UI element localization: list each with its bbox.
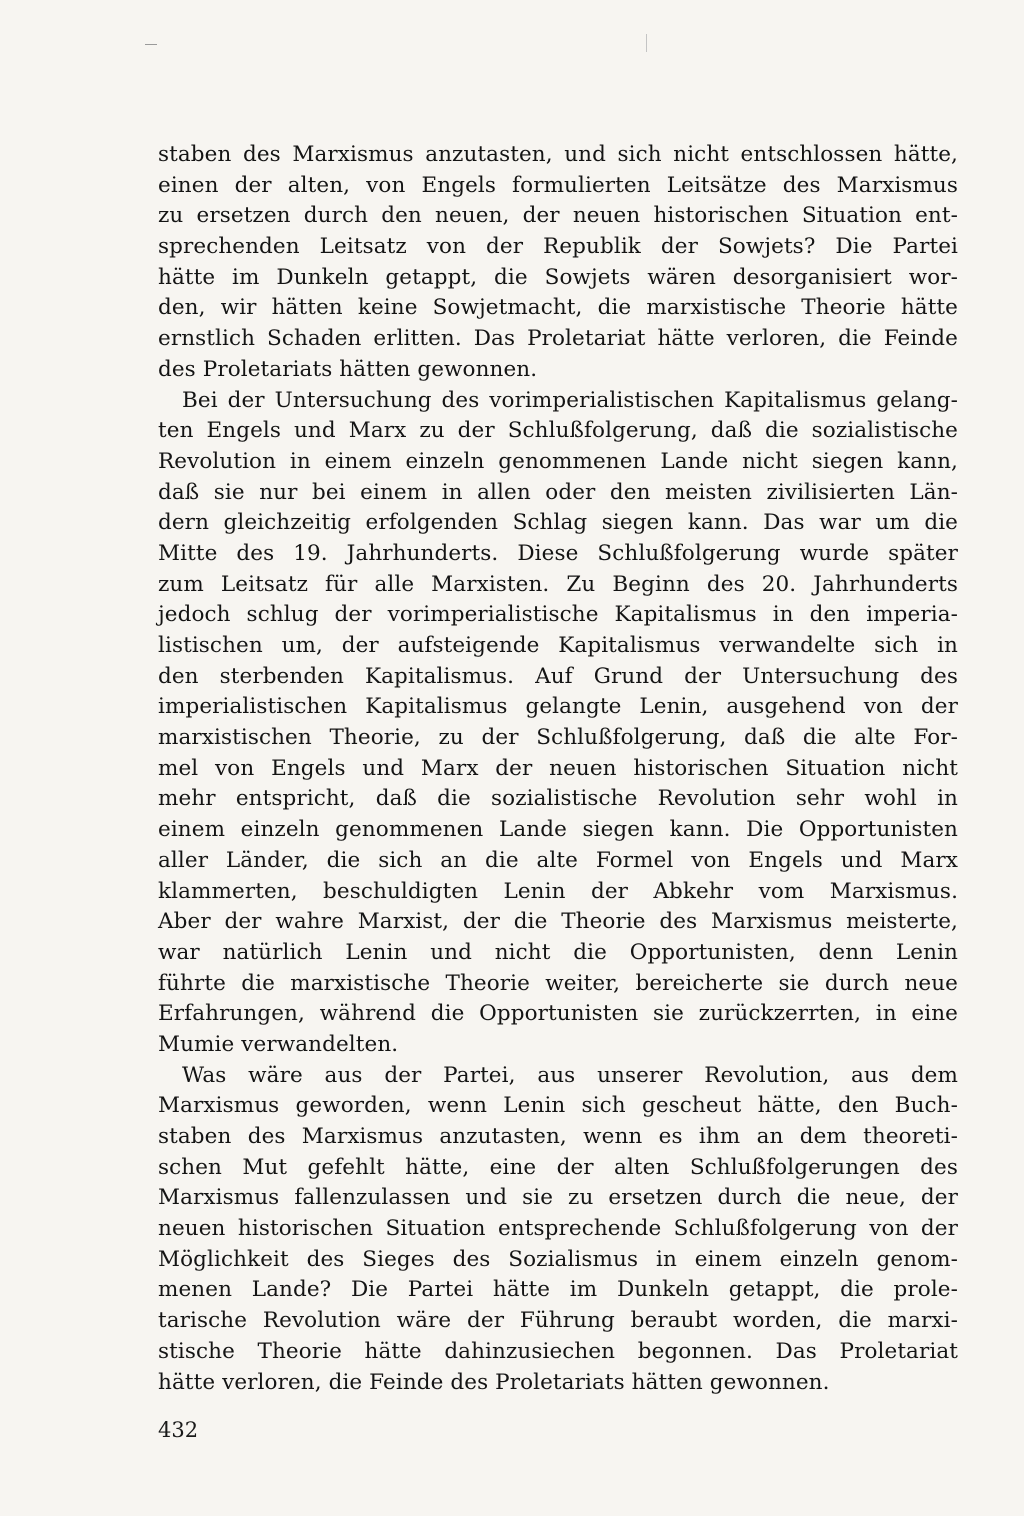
text-line: neuen historischen Situation entsprechende Schlußfolgerung von der: [158, 1216, 958, 1242]
text-line: ten Engels und Marx zu der Schlußfolgerung, daß die sozialistische: [158, 418, 958, 444]
scan-mark: [646, 34, 647, 52]
page-number: 432: [158, 1418, 199, 1442]
text-line: klammerten, beschuldigten Lenin der Abkehr vom Marxismus.: [158, 878, 958, 904]
text-line: des Proletariats hätten gewonnen.: [158, 356, 538, 382]
scan-mark: [145, 44, 157, 45]
text-line: einem einzeln genommenen Lande siegen kann. Die Opportunisten: [158, 817, 958, 843]
text-line: Marxismus geworden, wenn Lenin sich gescheut hätte, den Buch-: [158, 1093, 958, 1119]
text-line: den sterbenden Kapitalismus. Auf Grund der Untersuchung des: [158, 663, 958, 689]
text-line: mehr entspricht, daß die sozialistische Revolution sehr wohl in: [158, 786, 958, 812]
text-line: Revolution in einem einzeln genommenen Lande nicht siegen kann,: [158, 448, 958, 474]
text-line: einen der alten, von Engels formulierten Leitsätze des Marxismus: [158, 172, 958, 198]
text-line: staben des Marxismus anzutasten, wenn es ihm an dem theoreti-: [158, 1124, 958, 1149]
text-line: Erfahrungen, während die Opportunisten sie zurückzerrten, in eine: [158, 1001, 958, 1027]
paragraph-start-line: Bei der Untersuchung des vorimperialistischen Kapitalismus gelang-: [182, 387, 958, 413]
text-line: tarische Revolution wäre der Führung beraubt worden, die marxi-: [158, 1308, 958, 1334]
text-line: Mitte des 19. Jahrhunderts. Diese Schlußfolgerung wurde später: [158, 540, 958, 566]
text-line: hätte im Dunkeln getappt, die Sowjets wären desorganisiert wor-: [158, 264, 958, 290]
text-line: mel von Engels und Marx der neuen historischen Situation nicht: [158, 755, 958, 781]
text-line: den, wir hätten keine Sowjetmacht, die marxistische Theorie hätte: [158, 295, 958, 321]
text-line: stische Theorie hätte dahinzusiechen begonnen. Das Proletariat: [158, 1338, 958, 1364]
text-line: war natürlich Lenin und nicht die Opportunisten, denn Lenin: [158, 939, 958, 965]
text-line: staben des Marxismus anzutasten, und sich nicht entschlossen hätte,: [158, 142, 958, 167]
text-line: Mumie verwandelten.: [158, 1031, 399, 1057]
paragraph-start-line: Was wäre aus der Partei, aus unserer Revolution, aus dem: [182, 1062, 958, 1088]
text-line: führte die marxistische Theorie weiter, bereicherte sie durch neue: [158, 970, 958, 996]
text-line: Aber der wahre Marxist, der die Theorie des Marxismus meisterte,: [158, 909, 958, 935]
text-line: Möglichkeit des Sieges des Sozialismus in einem einzeln genom-: [158, 1246, 958, 1272]
text-line: listischen um, der aufsteigende Kapitalismus verwandelte sich in: [158, 633, 958, 658]
text-line: hätte verloren, die Feinde des Proletariats hätten gewonnen.: [158, 1369, 830, 1395]
text-line: zu ersetzen durch den neuen, der neuen historischen Situation ent-: [158, 203, 958, 229]
text-line: ernstlich Schaden erlitten. Das Proletariat hätte verloren, die Feinde: [158, 326, 958, 352]
text-line: marxistischen Theorie, zu der Schlußfolgerung, daß die alte For-: [158, 725, 958, 751]
text-line: daß sie nur bei einem in allen oder den meisten zivilisierten Län-: [158, 479, 958, 505]
text-line: dern gleichzeitig erfolgenden Schlag siegen kann. Das war um die: [158, 510, 958, 536]
text-line: schen Mut gefehlt hätte, eine der alten Schlußfolgerungen des: [158, 1154, 958, 1180]
text-line: aller Länder, die sich an die alte Formel von Engels und Marx: [158, 847, 958, 873]
text-line: zum Leitsatz für alle Marxisten. Zu Beginn des 20. Jahrhunderts: [158, 571, 958, 597]
text-line: jedoch schlug der vorimperialistische Kapitalismus in den imperia-: [158, 602, 958, 628]
text-line: menen Lande? Die Partei hätte im Dunkeln getappt, die prole-: [158, 1277, 958, 1303]
text-line: Marxismus fallenzulassen und sie zu ersetzen durch die neue, der: [158, 1185, 958, 1211]
text-line: imperialistischen Kapitalismus gelangte Lenin, ausgehend von der: [158, 694, 958, 720]
body-text: [158, 140, 958, 1398]
text-line: sprechenden Leitsatz von der Republik der Sowjets? Die Partei: [158, 234, 958, 260]
